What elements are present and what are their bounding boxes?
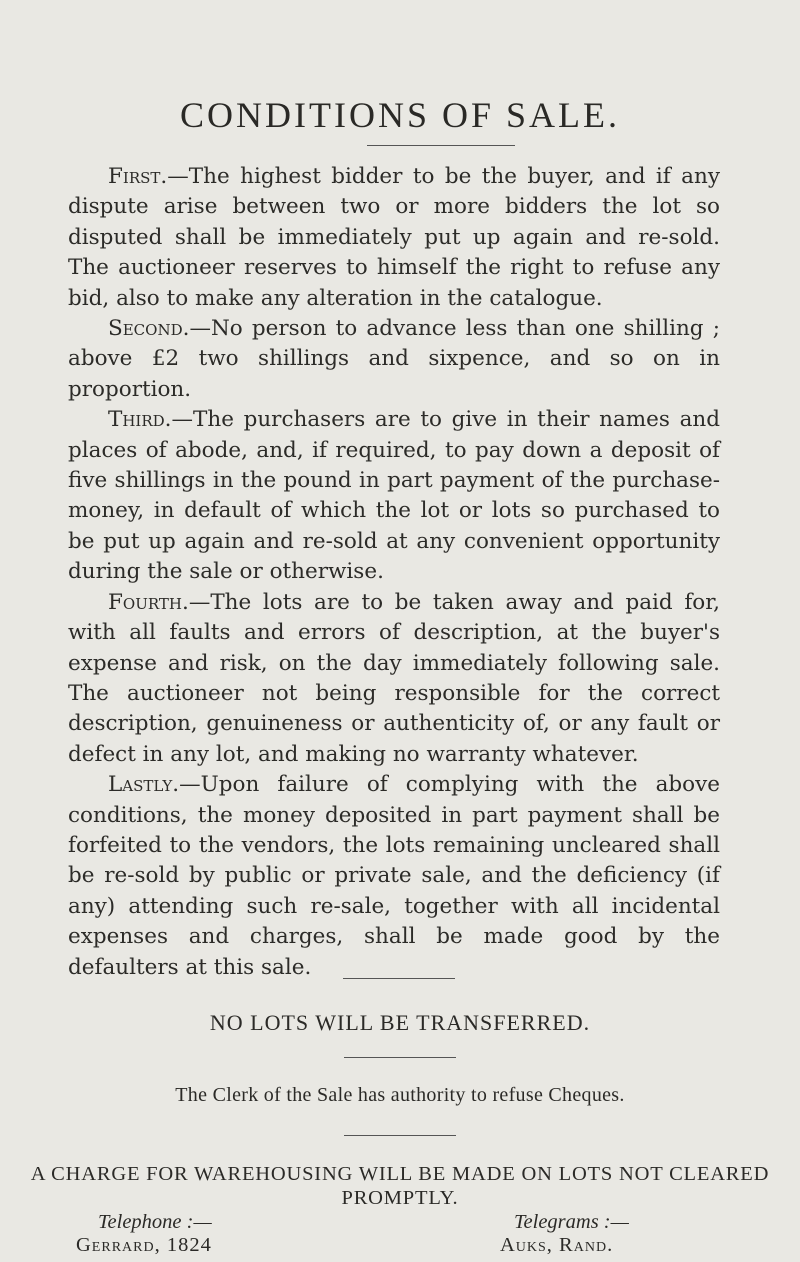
condition-lead: Third. [108, 407, 172, 433]
condition-third [68, 405, 720, 587]
notice-cheques: The Clerk of the Sale has authority to refuse Cheques. [175, 1084, 625, 1106]
notice-warehousing: A CHARGE FOR WAREHOUSING WILL BE MADE ON LOTS NOT CLEARED PROMPTLY. [30, 1163, 770, 1209]
telephone-block [76, 1211, 212, 1257]
condition-lead: Lastly. [108, 772, 180, 798]
section-divider [344, 1135, 456, 1136]
condition-lead: First. [108, 164, 168, 189]
telephone-label: Telephone :— [98, 1211, 212, 1233]
condition-lead: Fourth. [108, 589, 189, 615]
section-divider [343, 978, 455, 979]
condition-text: —The highest bidder to be the buyer, and if any dispute arise between two or more bidders the lot so disputed shall be immediately put up again and re-sold. The auctioneer reserves to himself the right to refuse any bid, also to make any alteration in the catalogue. [68, 164, 720, 311]
condition-text: —No person to advance less than one shilling ; above £2 two shillings and sixpence, and so on in proportion. [68, 316, 720, 402]
condition-lastly [68, 770, 720, 983]
condition-text: —The purchasers are to give in their names and places of abode, and, if required, to pay down a deposit of five shillings in the pound in part payment of the purchase-money, in default of which the lot or lots so purchased to be put up again and re-sold at any convenient opportunity during the sale or otherwise. [68, 407, 720, 585]
telegrams-label: Telegrams :— [514, 1211, 629, 1233]
condition-second [68, 314, 720, 405]
conditions-body [68, 162, 720, 983]
notice-no-transfer: NO LOTS WILL BE TRANSFERRED. [209, 1010, 591, 1035]
telegrams-address: Auks, Rand. [500, 1234, 614, 1256]
title-rule [367, 145, 515, 146]
telegrams-block [500, 1211, 629, 1257]
condition-text: —Upon failure of complying with the above conditions, the money deposited in part payment shall be forfeited to the vendors, the lots remaining uncleared shall be re-sold by public or private sale, and the deficiency (if any) attending such re-sale, together with all incidental expenses and charges, shall be made good by the defaulters at this sale. [68, 772, 720, 980]
condition-first [68, 162, 720, 314]
telephone-number: Gerrard, 1824 [76, 1234, 212, 1256]
condition-text: —The lots are to be taken away and paid for, with all faults and errors of description, at the buyer's expense and risk, on the day immediately following sale. The auctioneer not being responsible for the correct description, genuineness or authenticity of, or any fault or defect in any lot, and making no warranty whatever. [68, 589, 720, 767]
condition-lead: Second. [108, 316, 190, 342]
section-divider [344, 1057, 456, 1058]
condition-fourth [68, 588, 720, 770]
page-title: CONDITIONS OF SALE. [179, 95, 620, 135]
